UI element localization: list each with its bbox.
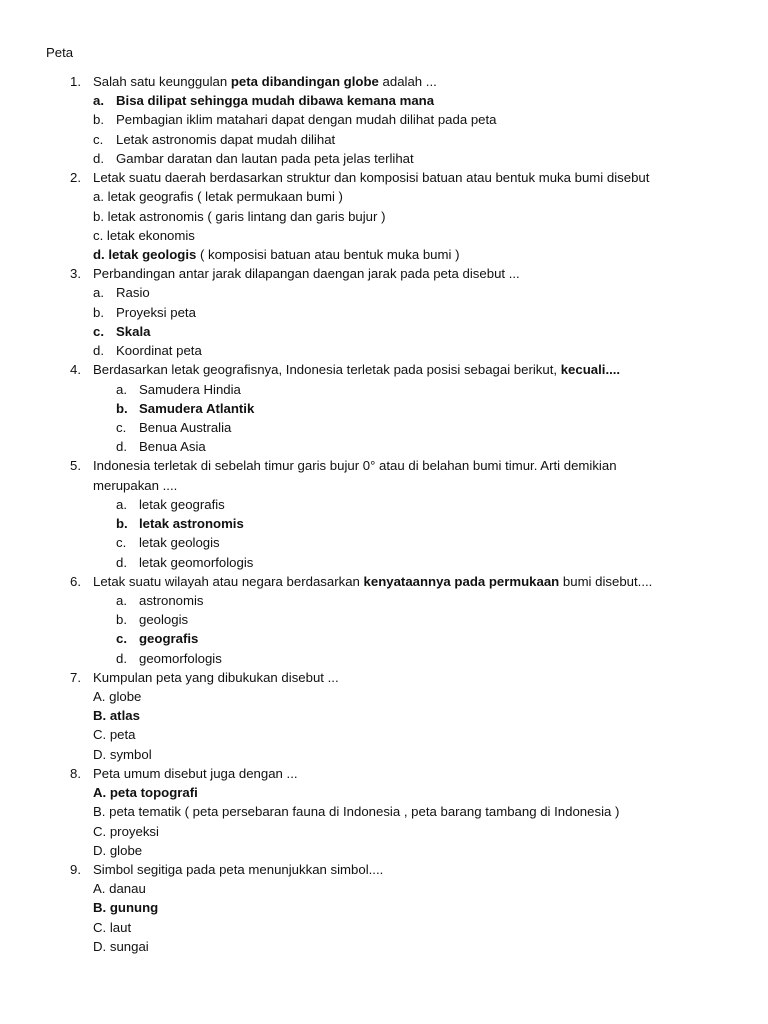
answer-option-label: d. [93,150,104,166]
answer-option-label: c. [93,323,104,339]
text-run: Letak suatu wilayah atau negara berdasarkan [93,573,364,589]
answer-option-label: b. [116,400,128,416]
answer-option-text: Proyeksi peta [116,304,196,320]
text-run: adalah ... [378,74,437,89]
question-text [93,764,298,783]
question-text [93,668,339,687]
question-number: 5. [70,458,81,474]
answer-option: B. atlas [93,708,140,724]
answer-option-text: Koordinat peta [116,343,202,359]
answer-option-text: Pembagian iklim matahari dapat dengan mudah dilihat pada peta [116,112,497,128]
question-number: 2. [70,170,81,186]
answer-option-text: Rasio [116,285,150,301]
question-number: 1. [70,74,81,89]
answer-option-text: Benua Asia [139,439,206,455]
text-run: kecuali.... [560,362,621,378]
answer-option-label: c. [116,419,127,435]
answer-option-text: geografis [139,631,199,647]
question-number: 9. [70,862,81,878]
answer-option-label: a. [116,381,127,397]
answer-option: C. peta [93,727,136,743]
answer-option-text: Benua Australia [139,419,232,435]
answer-option-text: Samudera Atlantik [139,400,255,416]
answer-option-text: letak geomorfologis [139,554,254,570]
answer-option-label: d. [116,554,127,570]
question-text [93,168,649,187]
text-run: ( komposisi batuan atau bentuk muka bumi ) [196,246,460,262]
answer-option-text: letak astronomis [139,516,244,532]
answer-option-text: letak geografis [139,496,225,512]
question-text [93,360,620,379]
text-run: kenyataannya pada permukaan [363,573,560,589]
answer-option: D. symbol [93,746,152,762]
text-run: bumi disebut.... [559,573,653,589]
answer-option-label: d. [116,650,127,666]
answer-option: c. letak ekonomis [93,227,195,243]
answer-option-text: Letak astronomis dapat mudah dilihat [116,131,336,147]
answer-option-text: geologis [139,612,189,628]
answer-option-text: Bisa dilipat sehingga mudah dibawa kemana mana [116,93,435,109]
answer-option-label: c. [116,631,127,647]
question-text [93,264,520,283]
text-run: peta dibandingan globe [230,74,379,89]
question-text [93,456,617,475]
answer-option: D. globe [93,842,143,858]
answer-option-text: astronomis [139,592,204,608]
question-text [93,860,383,879]
text-run: d. letak geologis [93,246,197,262]
answer-option: C. proyeksi [93,823,159,839]
answer-option: C. laut [93,919,132,935]
text-run: Salah satu keunggulan [93,74,231,89]
question-number: 4. [70,362,81,378]
answer-option-label: a. [116,592,127,608]
answer-option: B. gunung [93,900,159,916]
answer-option-label: b. [93,304,104,320]
answer-option-text: Samudera Hindia [139,381,241,397]
answer-option-text: Skala [116,323,151,339]
answer-option: A. danau [93,881,146,897]
answer-option-label: d. [116,439,127,455]
question-number: 3. [70,266,81,282]
text-run: Indonesia terletak di sebelah timur garis bujur 0° atau di belahan bumi timur. Arti demikian [93,458,617,474]
answer-option-label: b. [93,112,104,128]
text-run: Peta umum disebut juga dengan ... [93,765,298,781]
text-run: Simbol segitiga pada peta menunjukkan simbol.... [93,862,384,878]
answer-option-label: b. [116,516,128,532]
answer-option-label: d. [93,343,104,359]
answer-option-label: c. [116,535,127,551]
page-title: Peta [46,45,74,60]
answer-option-label: b. [116,612,127,628]
answer-option-label: a. [93,93,104,109]
text-run: Perbandingan antar jarak dilapangan daengan jarak pada peta disebut ... [93,266,520,282]
question-number: 6. [70,573,81,589]
answer-option: D. sungai [93,938,149,954]
answer-option: A. globe [93,689,142,705]
text-run: Kumpulan peta yang dibukukan disebut ... [93,669,339,685]
question-number: 7. [70,669,81,685]
text-run: Letak suatu daerah berdasarkan struktur dan komposisi batuan atau bentuk muka bumi disebut [93,170,650,186]
answer-option: A. peta topografi [93,785,198,801]
answer-option-text: Gambar daratan dan lautan pada peta jelas terlihat [116,150,414,166]
answer-option-label: a. [116,496,127,512]
answer-option [93,245,459,264]
answer-option: B. peta tematik ( peta persebaran fauna di Indonesia , peta barang tambang di Indonesia ) [93,804,620,820]
answer-option: a. letak geografis ( letak permukaan bumi ) [93,189,343,205]
question-text [93,72,437,91]
question-text [93,572,652,591]
answer-option-label: a. [93,285,104,301]
answer-option-text: letak geologis [139,535,220,551]
question-number: 8. [70,765,81,781]
answer-option-text: geomorfologis [139,650,222,666]
text-run: Berdasarkan letak geografisnya, Indonesia terletak pada posisi sebagai berikut, [93,362,561,378]
question-text-continued: merupakan .... [93,477,178,493]
answer-option: b. letak astronomis ( garis lintang dan garis bujur ) [93,208,386,224]
answer-option-label: c. [93,131,104,147]
